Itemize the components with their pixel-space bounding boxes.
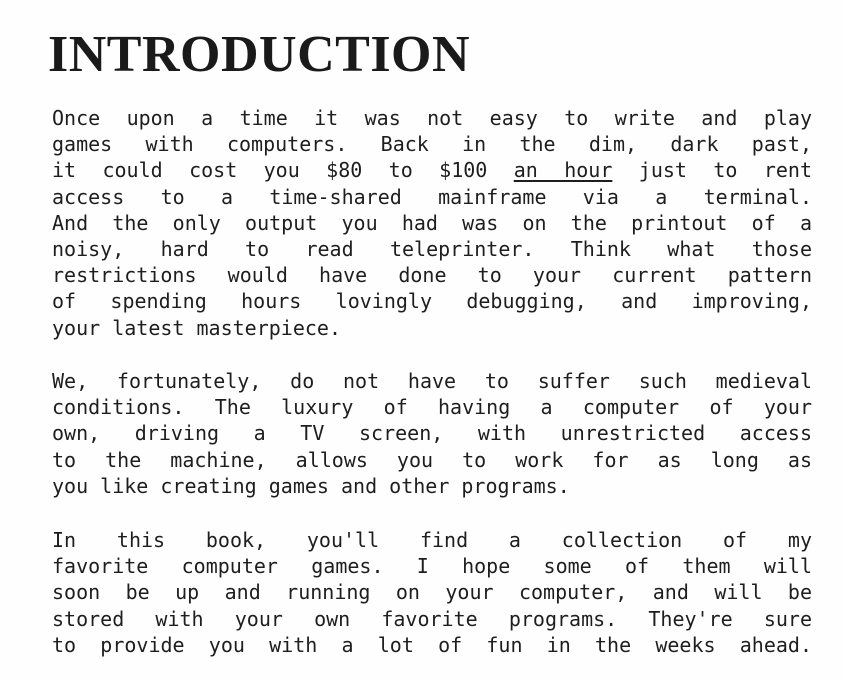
paragraph-1 bbox=[52, 105, 812, 341]
text-line: games with computers. Back in the dim, dark past, bbox=[52, 132, 812, 157]
text-line: stored with your own favorite programs. They're sure bbox=[52, 606, 812, 631]
text-line: conditions. The luxury of having a computer of your bbox=[52, 395, 812, 420]
text-line bbox=[52, 157, 812, 183]
text-line: to provide you with a lot of fun in the weeks ahead. bbox=[52, 632, 812, 657]
text-line: your latest masterpiece. bbox=[52, 315, 341, 340]
text-line: of spending hours lovingly debugging, and improving, bbox=[52, 289, 812, 314]
text-line: soon be up and running on your computer, and will be bbox=[52, 580, 812, 605]
text-line: you like creating games and other programs. bbox=[52, 473, 570, 498]
underlined-phrase: an hour bbox=[513, 158, 613, 183]
text-segment: it could cost you $80 to $100 bbox=[52, 158, 514, 183]
text-line: own, driving a TV screen, with unrestricted access bbox=[52, 421, 812, 446]
paragraph-3 bbox=[52, 527, 812, 658]
text-line: And the only output you had was on the printout of a bbox=[52, 210, 812, 235]
text-line: to the machine, allows you to work for as long as bbox=[52, 447, 812, 472]
text-line: favorite computer games. I hope some of them will bbox=[52, 554, 812, 579]
text-line: Once upon a time it was not easy to write and play bbox=[52, 106, 812, 130]
text-line: In this book, you'll find a collection of my bbox=[52, 528, 812, 552]
paragraph-2 bbox=[52, 368, 812, 499]
text-segment: just to rent bbox=[612, 158, 812, 183]
page-title: INTRODUCTION bbox=[48, 26, 471, 83]
text-line: noisy, hard to read teleprinter. Think what those bbox=[52, 236, 812, 261]
text-line: access to a time-shared mainframe via a terminal. bbox=[52, 184, 812, 209]
text-line: restrictions would have done to your current pattern bbox=[52, 263, 812, 288]
text-line: We, fortunately, do not have to suffer such medieval bbox=[52, 369, 812, 393]
